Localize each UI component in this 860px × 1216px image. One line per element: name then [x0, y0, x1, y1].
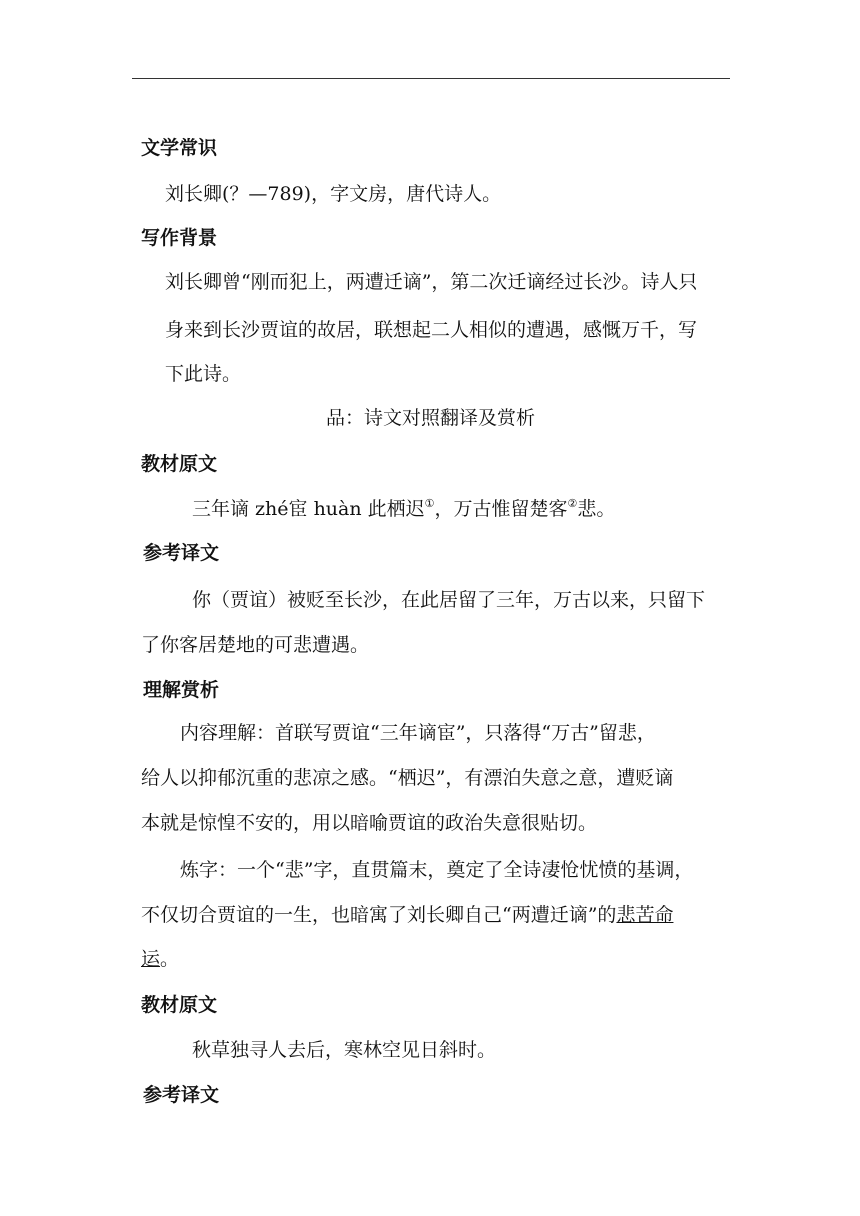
heading-original-text-2: 教材原文 [141, 994, 218, 1016]
heading-reference-translation-2: 参考译文 [143, 1084, 220, 1106]
background-line: 下此诗。 [165, 363, 242, 385]
translation-line: 了你客居楚地的可悲遭遇。 [141, 634, 370, 656]
section-title: 品：诗文对照翻译及赏析 [326, 407, 536, 429]
background-line: 刘长卿曾“刚而犯上，两遭迁谪”，第二次迁谪经过长沙。诗人只 [165, 271, 698, 293]
appreciation-line: 内容理解：首联写贾谊“三年谪宦”，只落得“万古”留悲， [180, 722, 656, 744]
appreciation-line: 本就是惊惶不安的，用以暗喻贾谊的政治失意很贴切。 [141, 812, 598, 834]
footnote-marker: ② [567, 497, 578, 510]
heading-reference-translation: 参考译文 [143, 542, 220, 564]
original-verse-2: 秋草独寻人去后，寒林空见日斜时。 [192, 1039, 497, 1061]
heading-appreciation: 理解赏析 [143, 679, 220, 701]
heading-original-text: 教材原文 [141, 453, 218, 475]
underlined-phrase: 运 [141, 948, 161, 970]
heading-literary-common-knowledge: 文学常识 [141, 137, 218, 159]
footnote-marker: ① [424, 497, 435, 510]
underlined-phrase: 悲苦命 [616, 904, 674, 926]
author-info: 刘长卿(？—789)，字文房，唐代诗人。 [165, 183, 502, 205]
word-choice-line: 炼字：一个“悲”字，直贯篇末，奠定了全诗凄怆忧愤的基调， [180, 859, 694, 881]
translation-line: 你（贾谊）被贬至长沙，在此居留了三年，万古以来，只留下 [192, 589, 706, 611]
background-line: 身来到长沙贾谊的故居，联想起二人相似的遭遇，感慨万千，写 [165, 319, 698, 341]
heading-writing-background: 写作背景 [141, 227, 218, 249]
appreciation-line: 给人以抑郁沉重的悲凉之感。“栖迟”，有漂泊失意之意，遭贬谪 [141, 767, 674, 789]
header-rule [132, 78, 730, 79]
original-verse-1: 三年谪 zhé宦 huàn 此栖迟①，万古惟留楚客②悲。 [192, 497, 616, 520]
word-choice-line: 不仅切合贾谊的一生，也暗寓了刘长卿自己“两遭迁谪”的悲苦命 [141, 904, 674, 926]
word-choice-line: 运。 [141, 948, 180, 970]
